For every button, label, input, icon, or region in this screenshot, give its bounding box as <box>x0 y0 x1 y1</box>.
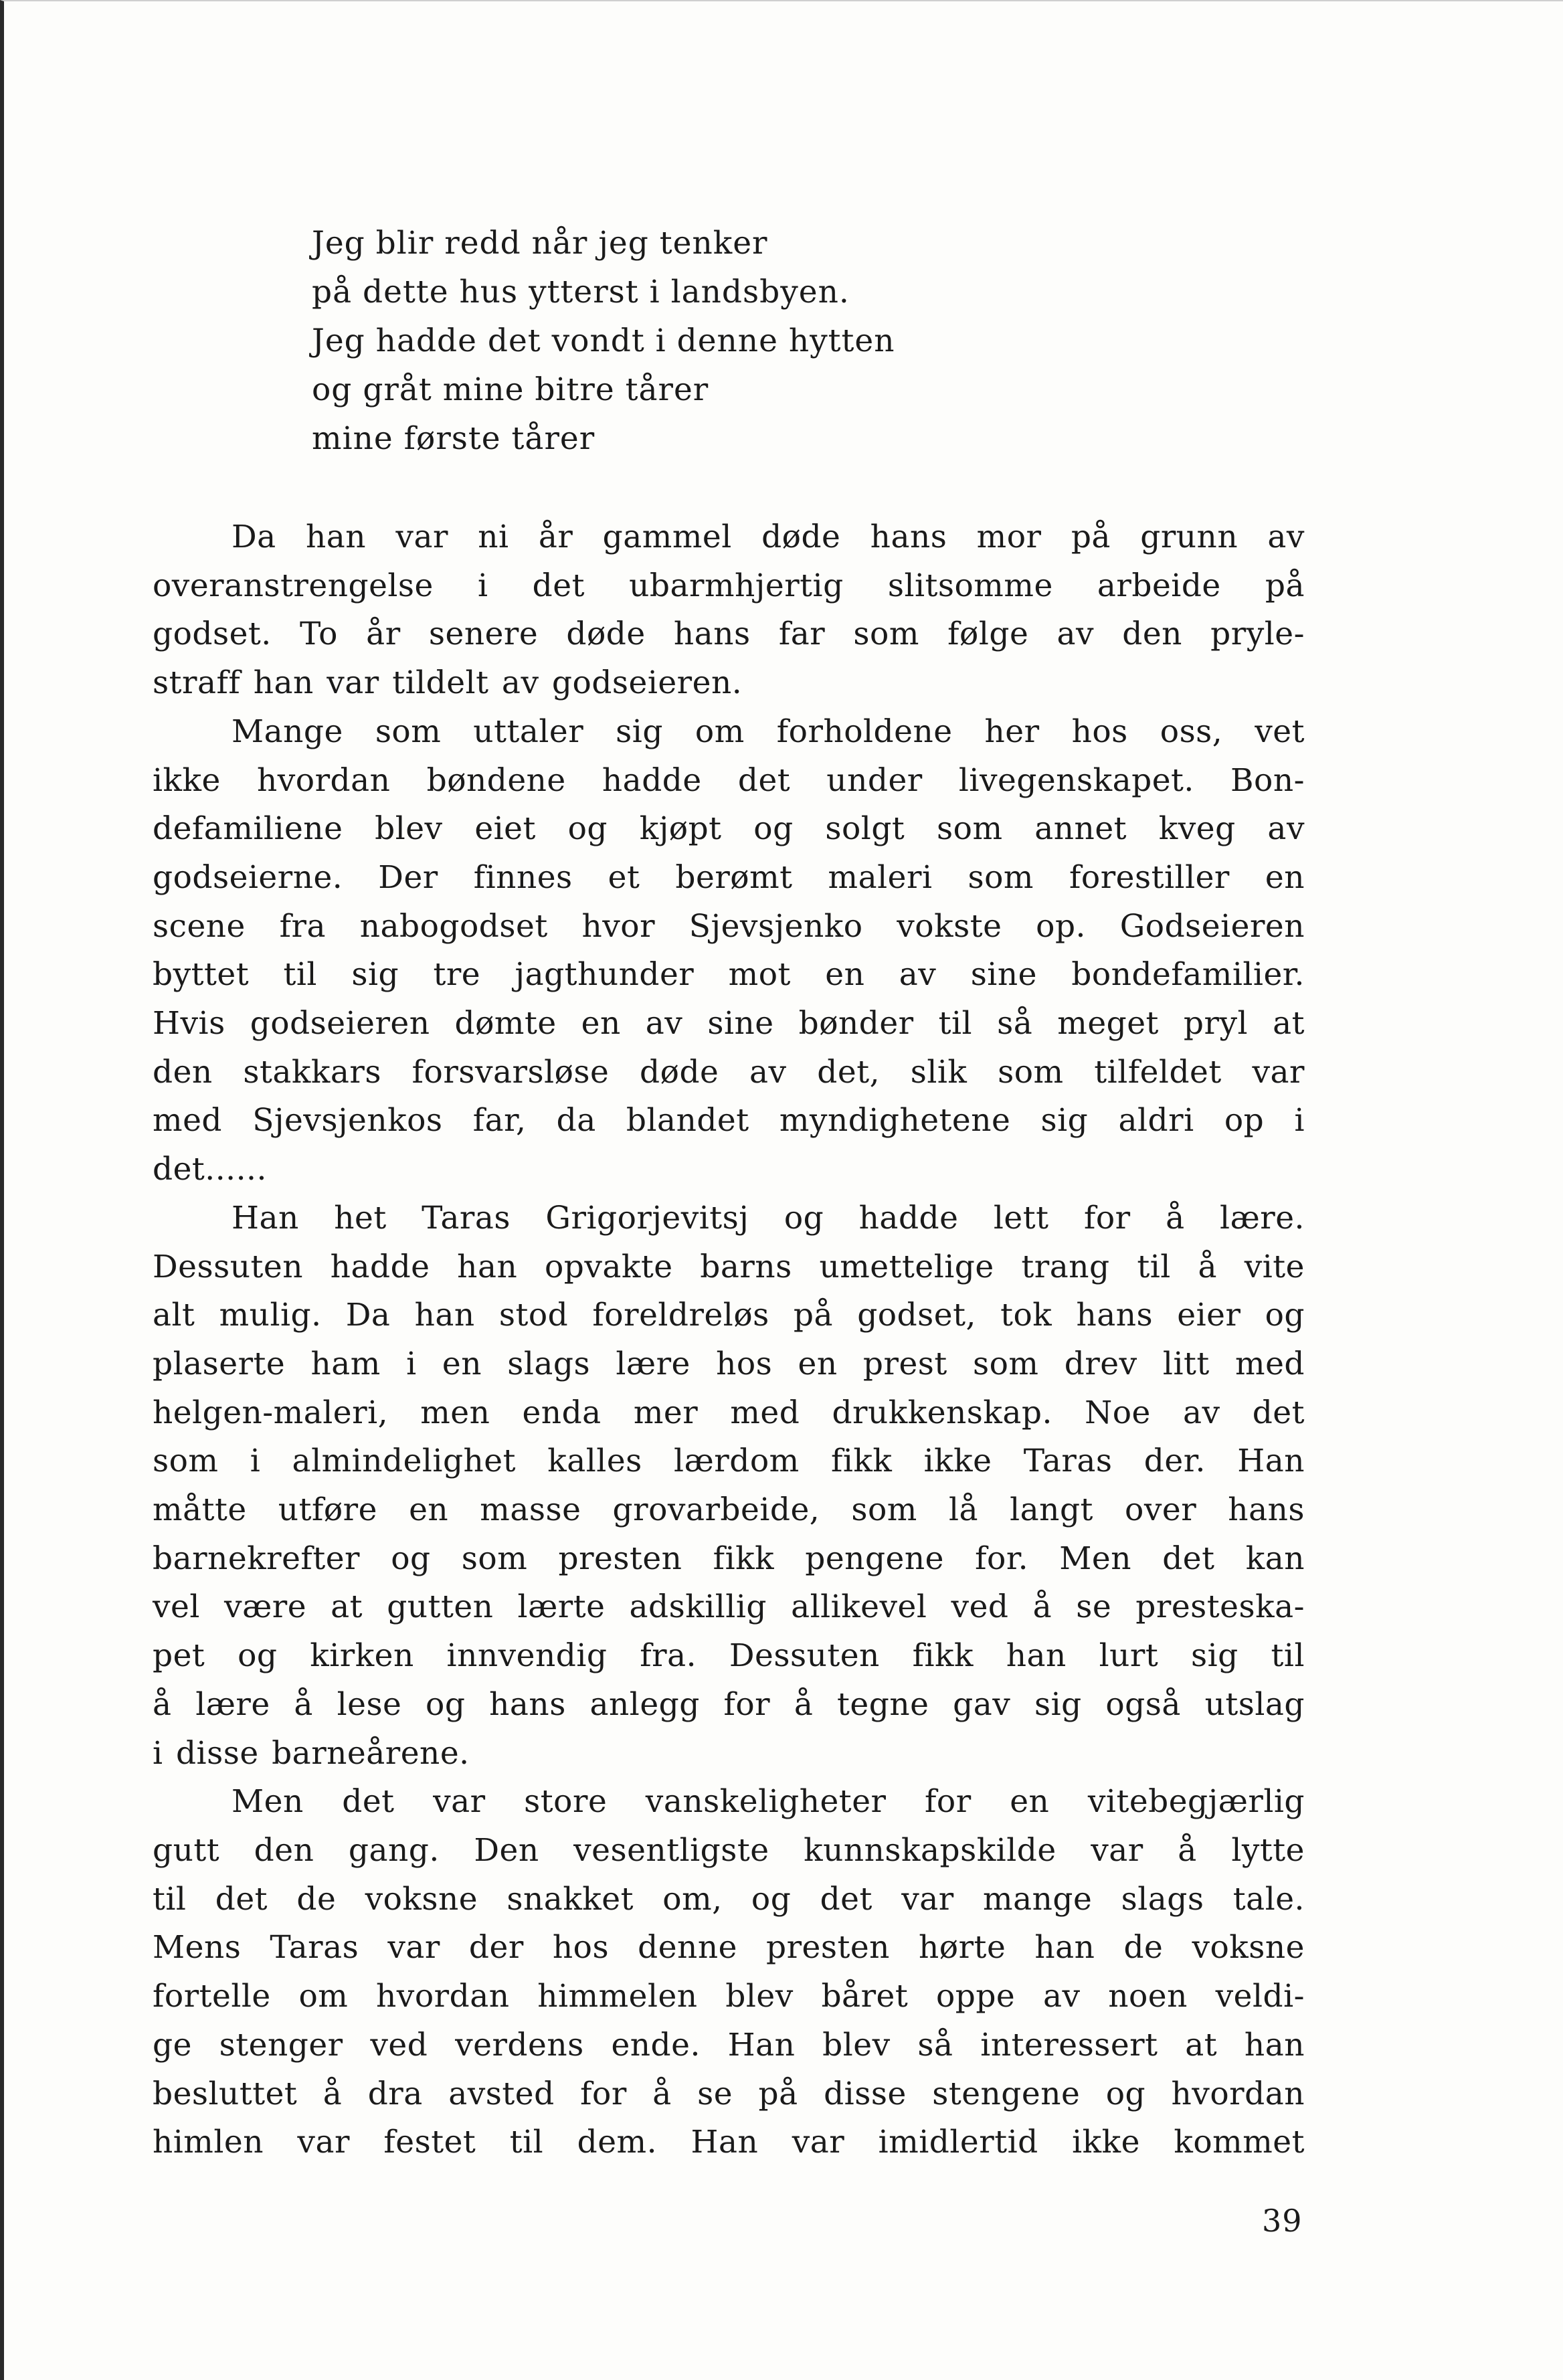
poem-line: Jeg hadde det vondt i denne hytten <box>312 323 895 359</box>
text-line: godseierne. Der finnes et berømt maleri som forestiller en <box>153 858 1305 896</box>
text-line: Men det var store vanskeligheter for en vitebegjærlig <box>232 1783 1305 1821</box>
text-line: Mens Taras var der hos denne presten hørte han de voksne <box>153 1929 1305 1966</box>
text-line: den stakkars forsvarsløse døde av det, slik som tilfeldet var <box>153 1053 1305 1091</box>
text-line: barnekrefter og som presten fikk pengene for. Men det kan <box>153 1540 1305 1577</box>
text-line: besluttet å dra avsted for å se på disse stengene og hvordan <box>153 2075 1305 2112</box>
text-line: ge stenger ved verdens ende. Han blev så interessert at han <box>153 2026 1305 2064</box>
body-text <box>153 513 1305 2167</box>
text-line: Hvis godseieren dømte en av sine bønder til så meget pryl at <box>153 1005 1305 1042</box>
text-line: det...... <box>153 1151 267 1188</box>
text-line: fortelle om hvordan himmelen blev båret oppe av noen veldi- <box>153 1978 1305 2015</box>
text-line: Han het Taras Grigorjevitsj og hadde lett for å lære. <box>232 1199 1305 1237</box>
text-line: vel være at gutten lærte adskillig allikevel ved å se presteska- <box>153 1588 1305 1626</box>
text-line: Da han var ni år gammel døde hans mor på grunn av <box>232 519 1305 555</box>
poem-line: Jeg blir redd når jeg tenker <box>312 225 768 262</box>
text-line: plaserte ham i en slags lære hos en prest som drev litt med <box>153 1345 1305 1382</box>
text-line: pet og kirken innvendig fra. Dessuten fikk han lurt sig til <box>153 1637 1305 1675</box>
page-number: 39 <box>1262 2203 1303 2239</box>
text-line: i disse barneårene. <box>153 1734 470 1772</box>
text-line: Mange som uttaler sig om forholdene her hos oss, vet <box>232 713 1305 750</box>
text-line: Dessuten hadde han opvakte barns umettelige trang til å vite <box>153 1248 1305 1285</box>
text-line: gutt den gang. Den vesentligste kunnskapskilde var å lytte <box>153 1831 1305 1869</box>
text-line: ikke hvordan bøndene hadde det under livegenskapet. Bon- <box>153 761 1305 799</box>
text-line: helgen-maleri, men enda mer med drukkenskap. Noe av det <box>153 1394 1305 1431</box>
poem-stanza <box>312 219 1315 463</box>
text-line: godset. To år senere døde hans far som følge av den pryle- <box>153 616 1305 653</box>
text-line: straff han var tildelt av godseieren. <box>153 664 743 702</box>
text-line: som i almindelighet kalles lærdom fikk ikke Taras der. Han <box>153 1443 1305 1480</box>
text-line: overanstrengelse i det ubarmhjertig slitsomme arbeide på <box>153 567 1305 604</box>
text-line: måtte utføre en masse grovarbeide, som lå langt over hans <box>153 1491 1305 1529</box>
poem-line: på dette hus ytterst i landsbyen. <box>312 274 850 310</box>
text-line: defamiliene blev eiet og kjøpt og solgt som annet kveg av <box>153 810 1305 848</box>
text-line: scene fra nabogodset hvor Sjevsjenko vokste op. Godseieren <box>153 907 1305 945</box>
text-line: alt mulig. Da han stod foreldreløs på godset, tok hans eier og <box>153 1297 1305 1334</box>
text-line: å lære å lese og hans anlegg for å tegne gav sig også utslag <box>153 1685 1305 1723</box>
text-line: byttet til sig tre jagthunder mot en av sine bondefamilier. <box>153 956 1305 994</box>
text-line: med Sjevsjenkos far, da blandet myndighetene sig aldri op i <box>153 1102 1305 1139</box>
text-line: til det de voksne snakket om, og det var mange slags tale. <box>153 1880 1305 1918</box>
text-line: himlen var festet til dem. Han var imidlertid ikke kommet <box>153 2124 1305 2161</box>
poem-line: mine første tårer <box>312 420 595 457</box>
poem-line: og gråt mine bitre tårer <box>312 371 709 408</box>
